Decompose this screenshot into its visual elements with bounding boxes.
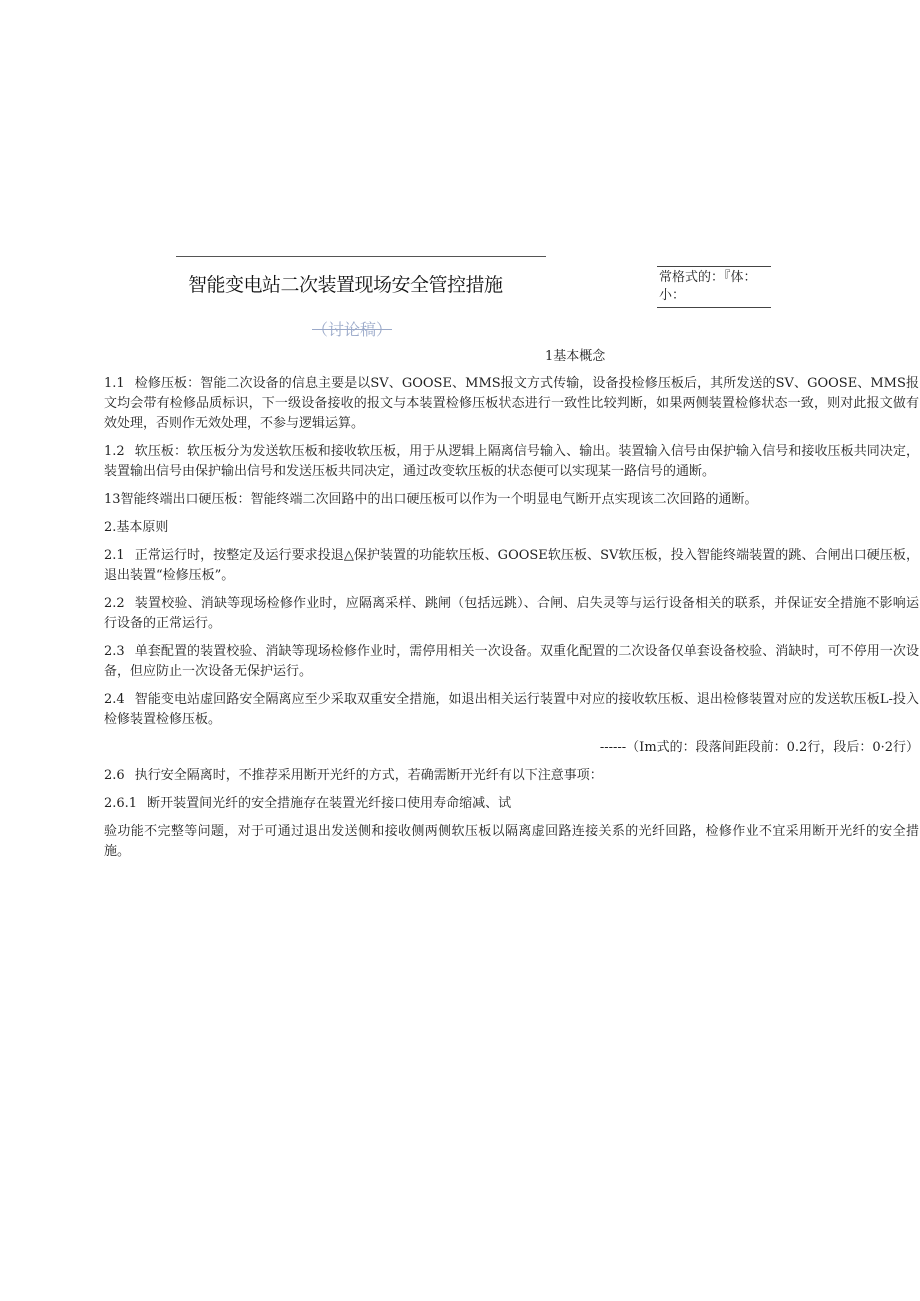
document-body (104, 374, 919, 870)
paragraph-text: 智能变电站虚回路安全隔离应至少采取双重安全措施，如退出相关运行装置中对应的接收软压板、退出检修装置对应的发送软压板L-投入检修装置检修压板。 (104, 692, 919, 727)
paragraph-text: 2.基本原则 (104, 520, 169, 535)
paragraph-text: 检修压板：智能二次设备的信息主要是以SV、GOOSE、MMS报文方式传输，设备投检修压板后，其所发送的SV、GOOSE、MMS报文均会带有检修品质标识，下一级设备接收的报文与本装置检修压板状态进行一致性比较判断，如果两侧装置检修状态一致，则对此报文做有效处理，否则作无效处理，不参与逻辑运算。 (104, 376, 919, 431)
format-comment-inline[interactable]: ------（Im式的：段落间距段前：0.2行，段后：0·2行） (599, 740, 919, 755)
paragraph-number: 2.1 (104, 548, 125, 563)
paragraph-text: 单套配置的装置校验、消缺等现场检修作业时，需停用相关一次设备。双重化配置的二次设备仅单套设备校验、消缺时，可不停用一次设备，但应防止一次设备无保护运行。 (104, 644, 919, 679)
paragraph-text: 执行安全隔离时，不推荐采用断开光纤的方式，若确需断开光纤有以下注意事项： (134, 768, 603, 783)
paragraph-number: 2.6.1 (104, 796, 138, 811)
paragraph (104, 690, 919, 730)
document-subtitle: （讨论稿） (312, 320, 393, 339)
paragraph (104, 490, 919, 510)
paragraph-text: 断开装置间光纤的安全措施存在装置光纤接口使用寿命缩减、试 (147, 796, 512, 811)
paragraph-number: 2.3 (104, 644, 125, 659)
paragraph-text: 验功能不完整等问题，对于可通过退出发送侧和接收侧两侧软压板以隔离虚回路连接关系的光纤回路，检修作业不宜采用断开光纤的安全措施。 (104, 824, 919, 859)
section-heading: 1基本概念 (545, 349, 606, 364)
paragraph-number: 2.6 (104, 768, 125, 783)
format-comment-box[interactable] (657, 266, 771, 308)
paragraph (104, 642, 919, 682)
paragraph (104, 594, 919, 634)
paragraph-text: 装置校验、消缺等现场检修作业时，应隔离采样、跳闸（包括远跳）、合闸、启失灵等与运行设备相关的联系，并保证安全措施不影响运行设备的正常运行。 (104, 596, 919, 631)
document-title: 智能变电站二次装置现场安全管控措施 (188, 274, 503, 296)
paragraph-number: 2.2 (104, 596, 125, 611)
title-rule (176, 256, 546, 257)
paragraph-text: 13智能终端出口硬压板：智能终端二次回路中的出口硬压板可以作为一个明显电气断开点实现该二次回路的通断。 (104, 492, 758, 507)
paragraph-number: 1.2 (104, 444, 125, 459)
paragraph-text: 软压板：软压板分为发送软压板和接收软压板，用于从逻辑上隔离信号输入、输出。装置输入信号由保护输入信号和接收压板共同决定，装置输出信号由保护输出信号和发送压板共同决定，通过改变软压板的状态便可以实现某一路信号的通断。 (104, 444, 919, 479)
paragraph (104, 442, 919, 482)
format-comment-line1: 常格式的：『体： (659, 270, 757, 285)
paragraph (104, 822, 919, 862)
paragraph (104, 766, 919, 786)
paragraph (104, 546, 919, 586)
paragraph-number: 1.1 (104, 376, 125, 391)
paragraph (104, 518, 919, 538)
paragraph-text: 正常运行时，按整定及运行要求投退△保护装置的功能软压板、GOOSE软压板、SV软压板，投入智能终端装置的跳、合闸出口硬压板，退出装置“检修压板”。 (104, 548, 919, 583)
paragraph-number: 2.4 (104, 692, 125, 707)
paragraph (104, 374, 919, 434)
format-comment-line2: 小： (659, 288, 686, 303)
paragraph (104, 794, 919, 814)
